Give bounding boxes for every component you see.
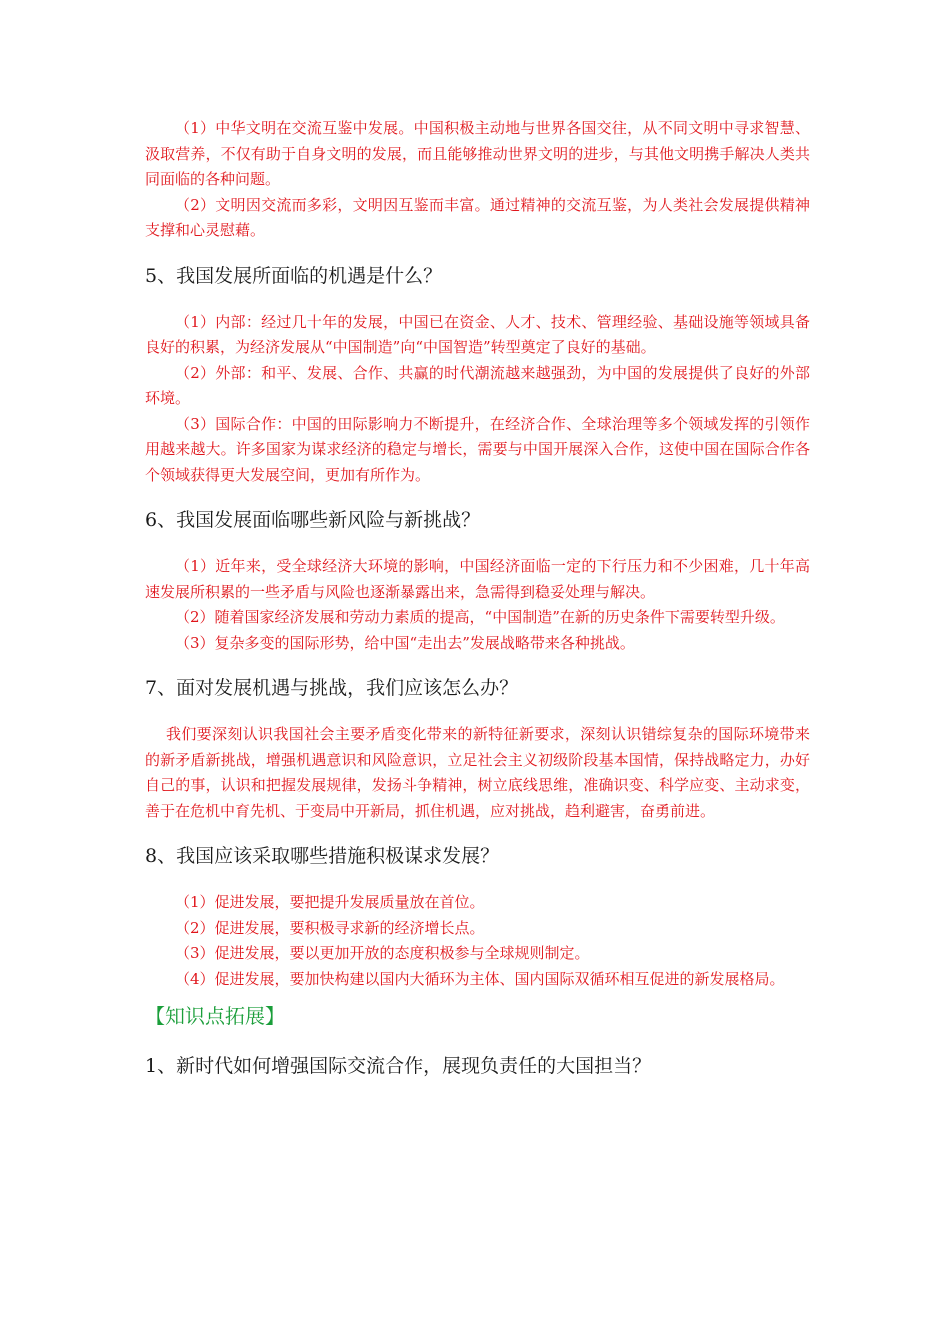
question-5-answer [145, 310, 810, 489]
intro-paragraph-1: （1）中华文明在交流互鉴中发展。中国积极主动地与世界各国交往，从不同文明中寻求智慧、汲取营养，不仅有助于自身文明的发展，而且能够推动世界文明的进步，与其他文明携手解决人类共同面临的各种问题。 [145, 119, 810, 188]
answer-paragraph: 我们要深刻认识我国社会主要矛盾变化带来的新特征新要求，深刻认识错综复杂的国际环境带来的新矛盾新挑战，增强机遇意识和风险意识，立足社会主义初级阶段基本国情，保持战略定力，办好自己的事，认识和把握发展规律，发扬斗争精神，树立底线思维，准确识变、科学应变、主动求变，善于在危机中育先机、于变局中开新局，抓住机遇，应对挑战，趋利避害，奋勇前进。 [145, 725, 810, 820]
answer-paragraph: （3）复杂多变的国际形势，给中国“走出去”发展战略带来各种挑战。 [175, 633, 635, 652]
question-8-answer [145, 890, 810, 992]
extension-question-1-heading: 1、新时代如何增强国际交流合作，展现负责任的大国担当？ [145, 1055, 652, 1077]
answer-paragraph: （2）随着国家经济发展和劳动力素质的提高，“中国制造”在新的历史条件下需要转型升级。 [175, 608, 785, 626]
intro-section [145, 116, 810, 244]
answer-paragraph: （3）国际合作：中国的田际影响力不断提升，在经济合作、全球治理等多个领域发挥的引领作用越来越大。许多国家为谋求经济的稳定与增长，需要与中国开展深入合作，这使中国在国际合作各个领域获得更大发展空间，更加有所作为。 [145, 414, 810, 484]
question-6-heading: 6、我国发展面临哪些新风险与新挑战？ [145, 509, 481, 531]
document-page [145, 116, 810, 1080]
intro-paragraph-2: （2）文明因交流而多彩，文明因互鉴而丰富。通过精神的交流互鉴，为人类社会发展提供精神支撑和心灵慰藉。 [145, 195, 810, 239]
answer-paragraph: （1）促进发展，要把提升发展质量放在首位。 [175, 893, 485, 911]
answer-paragraph: （4）促进发展，要加快构建以国内大循环为主体、国内国际双循环相互促进的新发展格局。 [175, 969, 785, 988]
question-5-heading: 5、我国发展所面临的机遇是什么？ [145, 264, 443, 287]
answer-paragraph: （2）外部：和平、发展、合作、共赢的时代潮流越来越强劲，为中国的发展提供了良好的外部环境。 [145, 363, 810, 407]
answer-paragraph: （3）促进发展，要以更加开放的态度积极参与全球规则制定。 [175, 944, 590, 962]
question-8-heading: 8、我国应该采取哪些措施积极谋求发展？ [145, 845, 500, 867]
answer-paragraph: （1）内部：经过几十年的发展，中国已在资金、人才、技术、管理经验、基础设施等领域具备良好的积累，为经济发展从“中国制造”向“中国智造”转型奠定了良好的基础。 [145, 312, 810, 356]
question-6-answer [145, 554, 810, 656]
question-7-heading: 7、面对发展机遇与挑战，我们应该怎么办？ [145, 677, 519, 699]
answer-paragraph: （2）促进发展，要积极寻求新的经济增长点。 [175, 918, 485, 937]
knowledge-extension-label: 【知识点拓展】 [145, 1004, 285, 1028]
answer-paragraph: （1）近年来，受全球经济大环境的影响，中国经济面临一定的下行压力和不少困难，几十年高速发展所积累的一些矛盾与风险也逐渐暴露出来，急需得到稳妥处理与解决。 [145, 557, 810, 601]
question-7-answer [145, 722, 810, 824]
